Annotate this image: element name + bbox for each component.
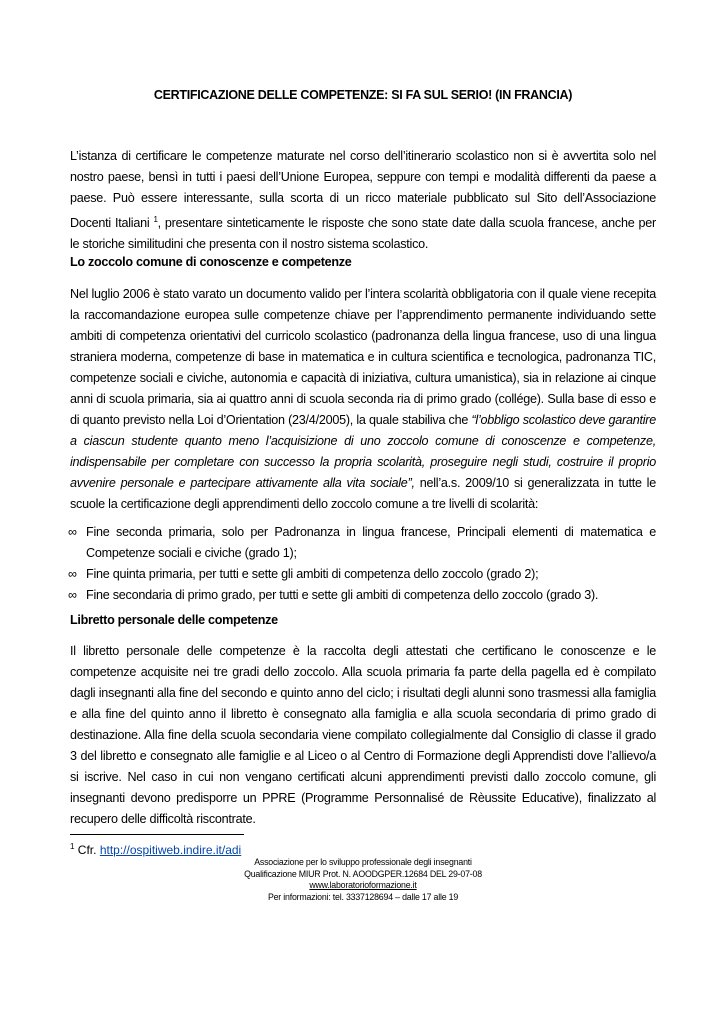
- list-item: [70, 522, 656, 564]
- footnote-divider: [70, 834, 244, 835]
- intro-text: L’istanza di certificare le competenze maturate nel corso dell’itinerario scolastico non si è avvertita solo nel nostro paese, bensì in tutti i paesi dell’Unione Europea, seppure con tempi e modalità differenti da paese a paese. Può essere interessante, sulla scorta di un ricco materiale pubblicato sul Sito dell’Associazione Docenti Italiani: [70, 149, 656, 231]
- footer-qualification: Qualificazione MIUR Prot. N. AOODGPER.12684 DEL 29-07-08: [244, 868, 482, 879]
- footnote-prefix: Cfr.: [77, 843, 100, 857]
- list-item-text: Fine quinta primaria, per tutti e sette gli ambiti di competenza dello zoccolo (grado 2);: [86, 567, 539, 581]
- infinity-bullet-icon: ∞: [68, 525, 77, 539]
- footnote-ref[interactable]: 1: [153, 215, 158, 224]
- infinity-bullet-icon: ∞: [68, 567, 77, 581]
- page-footer: [70, 857, 656, 903]
- list-item: [70, 564, 656, 585]
- list-item-text: Fine seconda primaria, solo per Padronanza in lingua francese, Principali elementi di matematica e Competenze sociali e civiche (grado 1);: [86, 525, 656, 560]
- list-item-text: Fine secondaria di primo grado, per tutti e sette gli ambiti di competenza dello zoccolo (grado 3).: [86, 588, 599, 602]
- zoccolo-text-cont: nell’a.s. 2009/10 si generalizzata in tutte le scuole la certificazione degli apprendimenti dello zoccolo comune a tre livelli di scolarità:: [70, 476, 656, 511]
- levels-list: [70, 522, 656, 606]
- footer-website-link[interactable]: www.laboratorioformazione.it: [309, 880, 417, 890]
- infinity-bullet-icon: ∞: [68, 588, 77, 602]
- zoccolo-text: Nel luglio 2006 è stato varato un documento valido per l’intera scolarità obbligatoria con il quale viene recepita la raccomandazione europea sulle competenze chiave per l’apprendimento permanente individuando sette ambiti di competenza orientativi del curricolo scolastico (padronanza della lingua francese, uso di una lingua straniera moderna, competenze di base in matematica e in cultura scientifica e tecnologica, padronanza TIC, competenze sociali e civiche, autonomia e capacità di iniziativa, cultura umanistica), sia in relazione ai cinque anni di scuola primaria, sia ai quattro anni di scuola seconda ria di primo grado (collége). Sulla base di esso e di quanto previsto nella Loi d’Orientation (23/4/2005), la quale stabiliva che: [70, 287, 656, 427]
- footer-association: Associazione per lo sviluppo professionale degli insegnanti: [254, 857, 472, 867]
- document-title: CERTIFICAZIONE DELLE COMPETENZE: SI FA SUL SERIO! (IN FRANCIA): [153, 88, 573, 102]
- zoccolo-paragraph: [70, 284, 656, 515]
- intro-paragraph: [70, 146, 656, 255]
- list-item: [70, 585, 656, 606]
- libretto-paragraph: Il libretto personale delle competenze è la raccolta degli attestati che certificano le conoscenze e le competenze acquisite nei tre gradi dello zoccolo. Alla scuola primaria fa parte della pagella ed è compilato dagli insegnanti alla fine del secondo e quinto anno del ciclo; i risultati degli alunni sono trasmessi alla famiglia e alla fine del quinto anno il libretto è consegnato alla famiglia e alla scuola secondaria di primo grado di destinazione. Alla fine della scuola secondaria viene compilato collegialmente dal Consiglio di classe il grado 3 del libretto e consegnato alle famiglie e al Liceo o al Centro di Formazione degli Apprendisti dove l’allievo/a si iscrive. Nel caso in cui non vengano certificati alcuni apprendimenti previsti dallo zoccolo comune, gli insegnanti devono predisporre un PPRE (Programme Personnalisé de Rèussite Educative), finalizzato al recupero delle difficoltà riscontrate.: [70, 644, 656, 826]
- section-heading-zoccolo: Lo zoccolo comune di conoscenze e competenze: [70, 255, 352, 269]
- footer-contact: Per informazioni: tel. 3337128694 – dalle 17 alle 19: [267, 891, 459, 902]
- loi-quote: “l’obbligo scolastico deve garantire a ciascun studente quanto meno l’acquisizione di uno zoccolo comune di conoscenze e competenze, indispensabile per completare con successo la propria scolarità, proseguire negli studi, costruire il proprio avvenire personale e partecipare attivamente alla vita sociale”,: [70, 413, 656, 490]
- footnote: [70, 842, 241, 857]
- intro-text-cont: , presentare sinteticamente le risposte che sono state date dalla scuola francese, anche per le storiche similitudini che presenta con il nostro sistema scolastico.: [70, 216, 656, 252]
- footnote-link[interactable]: http://ospitiweb.indire.it/adi: [99, 843, 242, 857]
- footnote-number: 1: [70, 842, 75, 851]
- section-heading-libretto: Libretto personale delle competenze: [70, 613, 278, 627]
